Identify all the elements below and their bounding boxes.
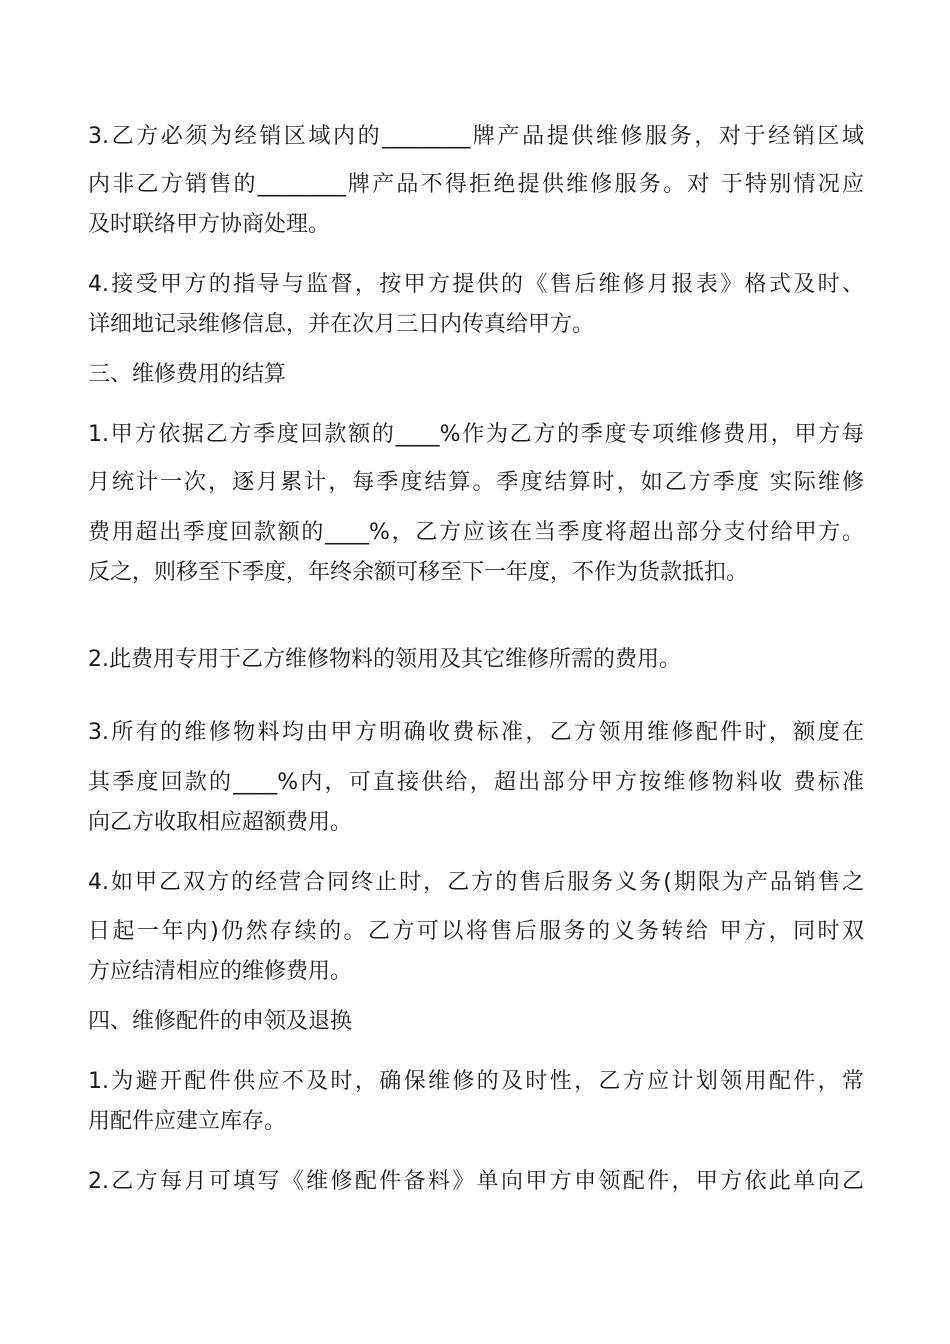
section-4-clause-1-line-2: 用配件应建立库存。 <box>88 1109 287 1134</box>
clause-4-line-2: 详细地记录维修信息，并在次月三日内传真给甲方。 <box>88 312 595 337</box>
section-3-clause-4-line-1: 4.如甲乙双方的经营合同终止时，乙方的售后服务义务(期限为产品销售之 <box>88 870 864 895</box>
section-3-heading: 三、维修费用的结算 <box>88 362 287 387</box>
section-4-clause-2-line-1: 2.乙方每月可填写《维修配件备料》单向甲方申领配件，甲方依此单向乙 <box>88 1169 864 1194</box>
section-3-clause-1-line-4: 反之，则移至下季度，年终余额可移至下一年度，不作为货款抵扣。 <box>88 560 749 585</box>
section-3-clause-1-line-3: 费用超出季度回款额的____%，乙方应该在当季度将超出部分支付给甲方。 <box>88 520 864 545</box>
section-3-clause-1-line-2: 月统计一次，逐月累计，每季度结算。季度结算时，如乙方季度 实际维修 <box>88 470 864 495</box>
section-4-heading: 四、维修配件的申领及退换 <box>88 1009 353 1034</box>
clause-3-line-2: 内非乙方销售的________牌产品不得拒绝提供维修服务。对 于特别情况应 <box>88 172 864 197</box>
clause-3-line-1: 3.乙方必须为经销区域内的________牌产品提供维修服务，对于经销区域 <box>88 124 864 149</box>
section-3-clause-3-line-2: 其季度回款的____%内，可直接供给，超出部分甲方按维修物料收 费标准 <box>88 770 864 795</box>
section-3-clause-4-line-2: 日起一年内)仍然存续的。乙方可以将售后服务的义务转给 甲方，同时双 <box>88 919 864 944</box>
section-3-clause-3-line-1: 3.所有的维修物料均由甲方明确收费标准，乙方领用维修配件时，额度在 <box>88 720 864 745</box>
section-3-clause-1-line-1: 1.甲方依据乙方季度回款额的____%作为乙方的季度专项维修费用，甲方每 <box>88 422 864 447</box>
clause-3-line-3: 及时联络甲方协商处理。 <box>88 212 331 237</box>
section-3-clause-3-line-3: 向乙方收取相应超额费用。 <box>88 810 353 835</box>
section-4-clause-1-line-1: 1.为避开配件供应不及时，确保维修的及时性，乙方应计划领用配件，常 <box>88 1069 864 1094</box>
section-3-clause-2-line-1: 2.此费用专用于乙方维修物料的领用及其它维修所需的费用。 <box>88 647 681 672</box>
section-3-clause-4-line-3: 方应结清相应的维修费用。 <box>88 959 353 984</box>
clause-4-line-1: 4.接受甲方的指导与监督，按甲方提供的《售后维修月报表》格式及时、 <box>88 272 864 297</box>
